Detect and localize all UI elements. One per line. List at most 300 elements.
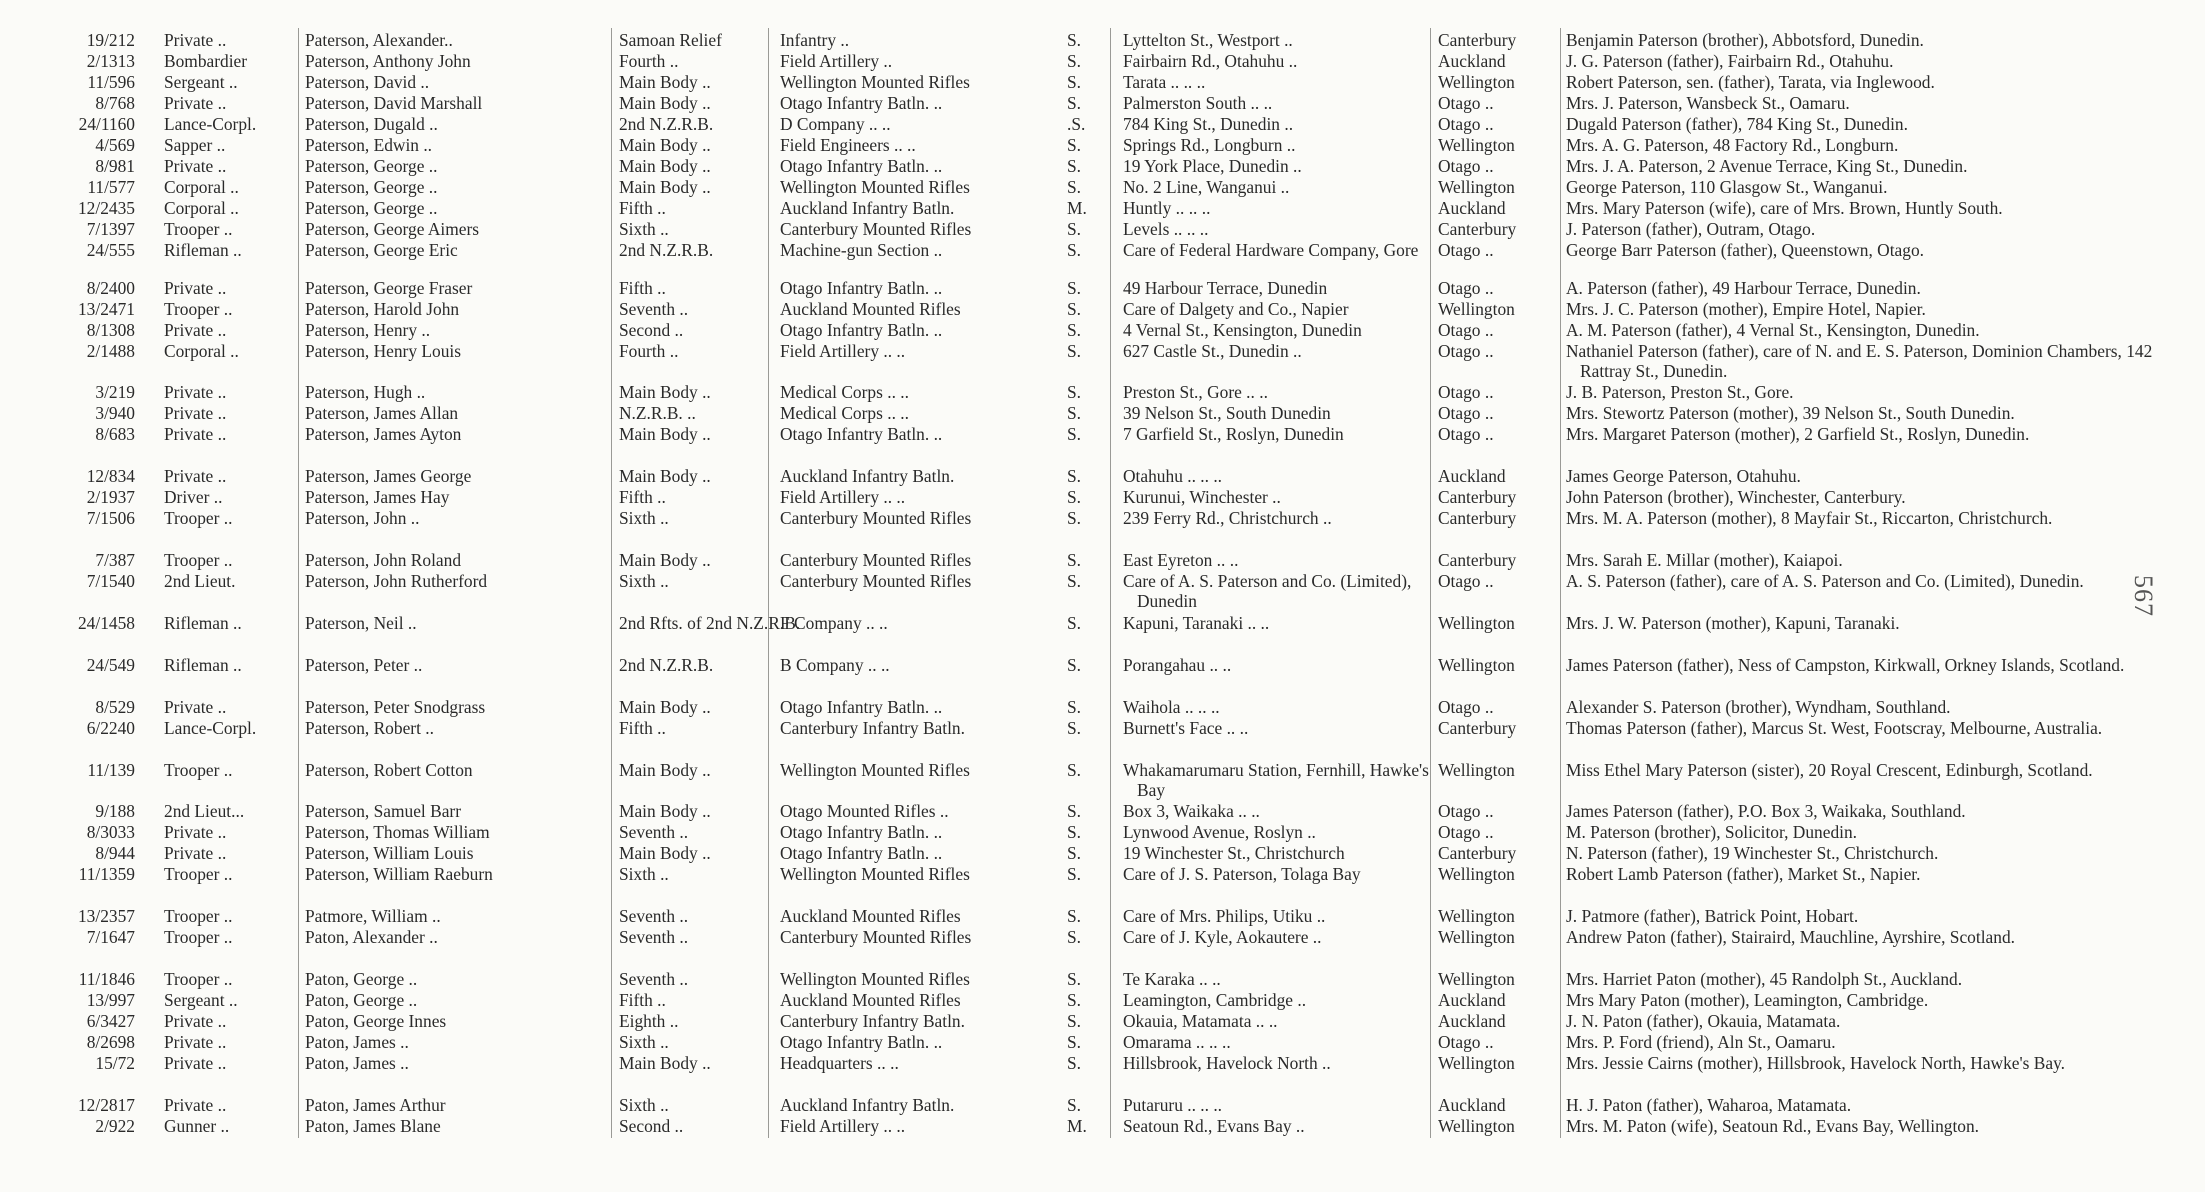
cell-unit: Main Body ..: [619, 697, 711, 717]
cell-name: Paterson, Neil ..: [305, 613, 417, 633]
cell-addr: Te Karaka .. ..: [1123, 969, 1221, 989]
cell-kin: George Barr Paterson (father), Queenstown, Otago.: [1566, 240, 1925, 260]
cell-ms: S.: [1067, 906, 1082, 926]
cell-dist: Wellington: [1438, 1053, 1515, 1073]
cell-num: 12/2435: [77, 198, 135, 218]
cell-ms: S.: [1067, 1011, 1082, 1031]
cell-dist: Wellington: [1438, 177, 1515, 197]
table-row: [0, 864, 2205, 904]
cell-name: Paterson, Edwin ..: [305, 135, 433, 155]
cell-ms: S.: [1067, 219, 1082, 239]
cell-addr: Kurunui, Winchester ..: [1123, 487, 1281, 507]
cell-ms: S.: [1067, 299, 1082, 319]
cell-name: Paterson, James Hay: [305, 487, 450, 507]
cell-kin: N. Paterson (father), 19 Winchester St., Christchurch.: [1566, 843, 1939, 863]
cell-corps: F Company .. ..: [780, 613, 888, 633]
cell-num: 8/2698: [86, 1032, 135, 1052]
cell-ms: S.: [1067, 655, 1082, 675]
cell-kin: Mrs Mary Paton (mother), Leamington, Cambridge.: [1566, 990, 1929, 1010]
page-number: 567: [2129, 575, 2158, 617]
cell-name: Paterson, Hugh ..: [305, 382, 426, 402]
cell-dist: Canterbury: [1438, 30, 1517, 50]
cell-addr: Kapuni, Taranaki .. ..: [1123, 613, 1270, 633]
cell-unit: Main Body ..: [619, 135, 711, 155]
cell-corps: Machine-gun Section ..: [780, 240, 943, 260]
cell-corps: Auckland Infantry Batln.: [780, 466, 955, 486]
cell-kin: M. Paterson (brother), Solicitor, Dunedin.: [1566, 822, 1858, 842]
cell-num: 6/3427: [86, 1011, 135, 1031]
cell-rank: Lance-Corpl.: [164, 718, 257, 738]
cell-dist: Otago ..: [1438, 278, 1494, 298]
cell-unit: Fifth ..: [619, 278, 666, 298]
cell-name: Paterson, David Marshall: [305, 93, 483, 113]
cell-unit: 2nd Rfts. of 2nd N.Z.R.B.: [619, 613, 801, 633]
cell-name: Paterson, Alexander..: [305, 30, 453, 50]
cell-addr: 784 King St., Dunedin ..: [1123, 114, 1294, 134]
cell-addr: 7 Garfield St., Roslyn, Dunedin: [1123, 424, 1344, 444]
cell-num: 13/997: [86, 990, 135, 1010]
table-row: [0, 424, 2205, 464]
cell-rank: Private ..: [164, 93, 227, 113]
cell-dist: Wellington: [1438, 906, 1515, 926]
cell-num: 8/529: [95, 697, 135, 717]
cell-addr: Lyttelton St., Westport ..: [1123, 30, 1293, 50]
cell-unit: 2nd N.Z.R.B.: [619, 240, 714, 260]
cell-corps: Canterbury Mounted Rifles: [780, 508, 972, 528]
cell-ms: S.: [1067, 177, 1082, 197]
cell-addr: 39 Nelson St., South Dunedin: [1123, 403, 1331, 423]
cell-kin: James Paterson (father), Ness of Campston, Kirkwall, Orkney Islands, Scotland.: [1566, 655, 2125, 675]
cell-corps: Wellington Mounted Rifles: [780, 864, 970, 884]
cell-addr: Otahuhu .. .. ..: [1123, 466, 1223, 486]
cell-unit: Main Body ..: [619, 466, 711, 486]
cell-ms: S.: [1067, 697, 1082, 717]
cell-dist: Auckland: [1438, 1095, 1506, 1115]
cell-unit: Samoan Relief: [619, 30, 722, 50]
cell-corps: Auckland Mounted Rifles: [780, 299, 961, 319]
cell-rank: Corporal ..: [164, 198, 239, 218]
cell-num: 11/1359: [78, 864, 135, 884]
cell-ms: S.: [1067, 508, 1082, 528]
cell-addr: Box 3, Waikaka .. ..: [1123, 801, 1260, 821]
cell-rank: Sergeant ..: [164, 72, 238, 92]
cell-name: Paterson, James George: [305, 466, 472, 486]
cell-unit: Main Body ..: [619, 382, 711, 402]
cell-dist: Wellington: [1438, 760, 1515, 780]
table-row: [0, 1053, 2205, 1093]
cell-name: Patmore, William ..: [305, 906, 441, 926]
cell-unit: Main Body ..: [619, 156, 711, 176]
cell-kin: Mrs. M. A. Paterson (mother), 8 Mayfair St., Riccarton, Christchurch.: [1566, 508, 2053, 528]
cell-rank: Rifleman ..: [164, 240, 242, 260]
cell-corps: Wellington Mounted Rifles: [780, 760, 970, 780]
cell-dist: Otago ..: [1438, 93, 1494, 113]
table-row: [0, 1116, 2205, 1156]
cell-rank: Corporal ..: [164, 177, 239, 197]
table-row: [0, 613, 2205, 653]
cell-addr: Care of J. S. Paterson, Tolaga Bay: [1123, 864, 1361, 884]
cell-num: 8/3033: [86, 822, 135, 842]
cell-corps: Canterbury Mounted Rifles: [780, 219, 972, 239]
cell-corps: Otago Infantry Batln. ..: [780, 697, 943, 717]
cell-ms: S.: [1067, 613, 1082, 633]
cell-ms: S.: [1067, 760, 1082, 780]
cell-ms: S.: [1067, 424, 1082, 444]
cell-rank: Private ..: [164, 697, 227, 717]
cell-corps: Otago Infantry Batln. ..: [780, 843, 943, 863]
cell-kin: Mrs. Mary Paterson (wife), care of Mrs. Brown, Huntly South.: [1566, 198, 2003, 218]
table-row: [0, 927, 2205, 967]
cell-unit: Seventh ..: [619, 299, 689, 319]
cell-rank: Private ..: [164, 424, 227, 444]
cell-corps: Otago Mounted Rifles ..: [780, 801, 949, 821]
cell-num: 8/2400: [86, 278, 135, 298]
cell-num: 8/768: [95, 93, 135, 113]
cell-name: Paterson, Samuel Barr: [305, 801, 461, 821]
cell-ms: S.: [1067, 93, 1082, 113]
cell-unit: 2nd N.Z.R.B.: [619, 114, 714, 134]
cell-kin: Nathaniel Paterson (father), care of N. and E. S. Paterson, Dominion Chambers, 142 Rattray St., Dunedin.: [1566, 341, 2153, 381]
cell-unit: Sixth ..: [619, 864, 669, 884]
cell-addr: Hillsbrook, Havelock North ..: [1123, 1053, 1331, 1073]
cell-dist: Wellington: [1438, 1116, 1515, 1136]
cell-num: 24/555: [86, 240, 135, 260]
cell-kin: Mrs. Margaret Paterson (mother), 2 Garfield St., Roslyn, Dunedin.: [1566, 424, 2030, 444]
cell-ms: S.: [1067, 240, 1082, 260]
cell-unit: Sixth ..: [619, 219, 669, 239]
cell-unit: Second ..: [619, 320, 684, 340]
cell-num: 12/834: [86, 466, 135, 486]
table-row: [0, 760, 2205, 800]
cell-corps: Otago Infantry Batln. ..: [780, 822, 943, 842]
cell-rank: Private ..: [164, 278, 227, 298]
cell-addr: 239 Ferry Rd., Christchurch ..: [1123, 508, 1332, 528]
cell-rank: Lance-Corpl.: [164, 114, 257, 134]
cell-addr: Care of A. S. Paterson and Co. (Limited), Dunedin: [1123, 571, 1412, 611]
cell-rank: Private ..: [164, 843, 227, 863]
cell-name: Paterson, Robert Cotton: [305, 760, 473, 780]
cell-rank: Private ..: [164, 1095, 227, 1115]
cell-kin: Mrs. A. G. Paterson, 48 Factory Rd., Longburn.: [1566, 135, 1899, 155]
cell-ms: S.: [1067, 51, 1082, 71]
cell-rank: Private ..: [164, 1032, 227, 1052]
cell-addr: Seatoun Rd., Evans Bay ..: [1123, 1116, 1305, 1136]
cell-kin: James George Paterson, Otahuhu.: [1566, 466, 1801, 486]
cell-kin: J. Patmore (father), Batrick Point, Hobart.: [1566, 906, 1859, 926]
cell-corps: Auckland Mounted Rifles: [780, 906, 961, 926]
cell-num: 2/922: [95, 1116, 135, 1136]
cell-rank: 2nd Lieut.: [164, 571, 236, 591]
table-row: [0, 341, 2205, 381]
cell-name: Paton, George ..: [305, 969, 418, 989]
cell-corps: Auckland Infantry Batln.: [780, 1095, 955, 1115]
cell-addr: Burnett's Face .. ..: [1123, 718, 1249, 738]
cell-rank: Gunner ..: [164, 1116, 230, 1136]
cell-num: 11/577: [87, 177, 135, 197]
cell-kin: Alexander S. Paterson (brother), Wyndham, Southland.: [1566, 697, 1951, 717]
cell-addr: Tarata .. .. ..: [1123, 72, 1206, 92]
cell-unit: Seventh ..: [619, 927, 689, 947]
cell-name: Paterson, David ..: [305, 72, 430, 92]
cell-corps: Otago Infantry Batln. ..: [780, 320, 943, 340]
cell-num: 2/1488: [86, 341, 135, 361]
cell-rank: Trooper ..: [164, 906, 233, 926]
cell-num: 11/1846: [78, 969, 135, 989]
cell-ms: S.: [1067, 278, 1082, 298]
cell-name: Paterson, Thomas William: [305, 822, 490, 842]
cell-num: 8/981: [95, 156, 135, 176]
cell-addr: Waihola .. .. ..: [1123, 697, 1220, 717]
cell-addr: Omarama .. .. ..: [1123, 1032, 1231, 1052]
cell-dist: Otago ..: [1438, 382, 1494, 402]
cell-rank: Trooper ..: [164, 508, 233, 528]
cell-dist: Canterbury: [1438, 843, 1517, 863]
cell-addr: Care of J. Kyle, Aokautere ..: [1123, 927, 1322, 947]
cell-num: 8/683: [95, 424, 135, 444]
cell-corps: Wellington Mounted Rifles: [780, 72, 970, 92]
cell-name: Paterson, Peter Snodgrass: [305, 697, 486, 717]
cell-kin: J. Paterson (father), Outram, Otago.: [1566, 219, 1816, 239]
cell-corps: Otago Infantry Batln. ..: [780, 1032, 943, 1052]
cell-kin: A. Paterson (father), 49 Harbour Terrace, Dunedin.: [1566, 278, 1921, 298]
cell-unit: Main Body ..: [619, 760, 711, 780]
cell-dist: Otago ..: [1438, 571, 1494, 591]
cell-num: 6/2240: [86, 718, 135, 738]
cell-rank: Trooper ..: [164, 550, 233, 570]
cell-addr: Levels .. .. ..: [1123, 219, 1209, 239]
cell-name: Paterson, Henry ..: [305, 320, 431, 340]
cell-kin: Benjamin Paterson (brother), Abbotsford, Dunedin.: [1566, 30, 1924, 50]
cell-unit: Main Body ..: [619, 843, 711, 863]
cell-kin: J. B. Paterson, Preston St., Gore.: [1566, 382, 1794, 402]
cell-unit: 2nd N.Z.R.B.: [619, 655, 714, 675]
cell-rank: Bombardier: [164, 51, 248, 71]
cell-dist: Canterbury: [1438, 487, 1517, 507]
cell-dist: Otago ..: [1438, 156, 1494, 176]
cell-rank: Private ..: [164, 1053, 227, 1073]
cell-ms: .S.: [1067, 114, 1086, 134]
cell-rank: Trooper ..: [164, 864, 233, 884]
cell-rank: Corporal ..: [164, 341, 239, 361]
cell-dist: Otago ..: [1438, 320, 1494, 340]
cell-name: Paterson, Robert ..: [305, 718, 434, 738]
cell-kin: Mrs. P. Ford (friend), Aln St., Oamaru.: [1566, 1032, 1836, 1052]
cell-rank: Rifleman ..: [164, 613, 242, 633]
cell-addr: Huntly .. .. ..: [1123, 198, 1211, 218]
cell-kin: Mrs. M. Paton (wife), Seatoun Rd., Evans Bay, Wellington.: [1566, 1116, 1980, 1136]
cell-unit: Main Body ..: [619, 93, 711, 113]
cell-dist: Canterbury: [1438, 718, 1517, 738]
cell-addr: 19 York Place, Dunedin ..: [1123, 156, 1302, 176]
cell-ms: S.: [1067, 403, 1082, 423]
cell-ms: M.: [1067, 1116, 1087, 1136]
cell-rank: Private ..: [164, 382, 227, 402]
cell-dist: Otago ..: [1438, 341, 1494, 361]
cell-ms: S.: [1067, 990, 1082, 1010]
cell-rank: Trooper ..: [164, 219, 233, 239]
cell-name: Paton, Alexander ..: [305, 927, 438, 947]
cell-kin: J. G. Paterson (father), Fairbairn Rd., Otahuhu.: [1566, 51, 1894, 71]
table-row: [0, 655, 2205, 695]
cell-dist: Wellington: [1438, 864, 1515, 884]
cell-ms: S.: [1067, 156, 1082, 176]
cell-num: 13/2357: [77, 906, 135, 926]
cell-addr: 627 Castle St., Dunedin ..: [1123, 341, 1302, 361]
cell-addr: 4 Vernal St., Kensington, Dunedin: [1123, 320, 1362, 340]
cell-kin: John Paterson (brother), Winchester, Canterbury.: [1566, 487, 1906, 507]
cell-rank: Private ..: [164, 403, 227, 423]
cell-unit: Main Body ..: [619, 72, 711, 92]
cell-kin: A. S. Paterson (father), care of A. S. Paterson and Co. (Limited), Dunedin.: [1566, 571, 2084, 591]
cell-name: Paterson, William Louis: [305, 843, 474, 863]
cell-unit: Fifth ..: [619, 990, 666, 1010]
cell-dist: Otago ..: [1438, 697, 1494, 717]
cell-unit: Sixth ..: [619, 571, 669, 591]
cell-num: 15/72: [95, 1053, 135, 1073]
cell-addr: Okauia, Matamata .. ..: [1123, 1011, 1278, 1031]
cell-num: 7/387: [95, 550, 135, 570]
cell-kin: Mrs. J. Paterson, Wansbeck St., Oamaru.: [1566, 93, 1850, 113]
cell-ms: S.: [1067, 341, 1082, 361]
cell-dist: Wellington: [1438, 927, 1515, 947]
cell-corps: Medical Corps .. ..: [780, 403, 909, 423]
cell-name: Paterson, John ..: [305, 508, 420, 528]
cell-corps: Canterbury Mounted Rifles: [780, 927, 972, 947]
cell-unit: Seventh ..: [619, 822, 689, 842]
cell-name: Paton, James ..: [305, 1053, 409, 1073]
cell-dist: Wellington: [1438, 72, 1515, 92]
cell-dist: Auckland: [1438, 990, 1506, 1010]
cell-kin: Mrs. Jessie Cairns (mother), Hillsbrook, Havelock North, Hawke's Bay.: [1566, 1053, 2065, 1073]
cell-name: Paterson, George Eric: [305, 240, 458, 260]
cell-addr: Fairbairn Rd., Otahuhu ..: [1123, 51, 1298, 71]
cell-name: Paterson, George ..: [305, 177, 438, 197]
cell-rank: Driver ..: [164, 487, 223, 507]
cell-num: 3/940: [95, 403, 135, 423]
cell-unit: Fourth ..: [619, 341, 679, 361]
cell-name: Paterson, Peter ..: [305, 655, 423, 675]
cell-name: Paterson, John Rutherford: [305, 571, 488, 591]
cell-kin: Andrew Paton (father), Stairaird, Mauchline, Ayrshire, Scotland.: [1566, 927, 2015, 947]
cell-corps: Field Engineers .. ..: [780, 135, 916, 155]
cell-corps: Headquarters .. ..: [780, 1053, 899, 1073]
cell-num: 13/2471: [77, 299, 135, 319]
cell-corps: Field Artillery ..: [780, 51, 893, 71]
table-row: [0, 718, 2205, 758]
cell-kin: James Paterson (father), P.O. Box 3, Waikaka, Southland.: [1566, 801, 1966, 821]
cell-num: 19/212: [86, 30, 135, 50]
cell-kin: J. N. Paton (father), Okauia, Matamata.: [1566, 1011, 1841, 1031]
cell-corps: Medical Corps .. ..: [780, 382, 909, 402]
cell-unit: Seventh ..: [619, 906, 689, 926]
cell-addr: Palmerston South .. ..: [1123, 93, 1273, 113]
cell-dist: Canterbury: [1438, 508, 1517, 528]
cell-kin: H. J. Paton (father), Waharoa, Matamata.: [1566, 1095, 1852, 1115]
cell-num: 7/1397: [86, 219, 135, 239]
cell-name: Paterson, Henry Louis: [305, 341, 462, 361]
cell-dist: Wellington: [1438, 299, 1515, 319]
cell-ms: S.: [1067, 466, 1082, 486]
cell-rank: Trooper ..: [164, 969, 233, 989]
cell-kin: Miss Ethel Mary Paterson (sister), 20 Royal Crescent, Edinburgh, Scotland.: [1566, 760, 2093, 780]
cell-rank: Private ..: [164, 822, 227, 842]
cell-dist: Wellington: [1438, 655, 1515, 675]
cell-kin: George Paterson, 110 Glasgow St., Wanganui.: [1566, 177, 1888, 197]
cell-ms: S.: [1067, 30, 1082, 50]
cell-rank: Private ..: [164, 466, 227, 486]
cell-num: 7/1647: [86, 927, 135, 947]
cell-ms: M.: [1067, 198, 1087, 218]
cell-num: 11/596: [87, 72, 135, 92]
cell-corps: Wellington Mounted Rifles: [780, 969, 970, 989]
cell-dist: Wellington: [1438, 613, 1515, 633]
cell-ms: S.: [1067, 72, 1082, 92]
cell-addr: Preston St., Gore .. ..: [1123, 382, 1268, 402]
cell-kin: Robert Lamb Paterson (father), Market St., Napier.: [1566, 864, 1921, 884]
cell-corps: Canterbury Infantry Batln.: [780, 718, 965, 738]
cell-corps: Field Artillery .. ..: [780, 487, 906, 507]
cell-dist: Wellington: [1438, 969, 1515, 989]
cell-dist: Auckland: [1438, 51, 1506, 71]
cell-corps: Field Artillery .. ..: [780, 1116, 906, 1136]
cell-rank: Sapper ..: [164, 135, 226, 155]
cell-unit: Main Body ..: [619, 424, 711, 444]
cell-addr: Springs Rd., Longburn ..: [1123, 135, 1296, 155]
cell-ms: S.: [1067, 801, 1082, 821]
cell-ms: S.: [1067, 864, 1082, 884]
cell-name: Paterson, Harold John: [305, 299, 460, 319]
cell-num: 8/1308: [86, 320, 135, 340]
cell-rank: Sergeant ..: [164, 990, 238, 1010]
cell-ms: S.: [1067, 571, 1082, 591]
cell-kin: Mrs. J. A. Paterson, 2 Avenue Terrace, King St., Dunedin.: [1566, 156, 1968, 176]
table-row: [0, 571, 2205, 611]
cell-name: Paterson, James Allan: [305, 403, 459, 423]
cell-name: Paterson, William Raeburn: [305, 864, 493, 884]
cell-name: Paton, James ..: [305, 1032, 409, 1052]
cell-unit: Fifth ..: [619, 487, 666, 507]
cell-ms: S.: [1067, 969, 1082, 989]
cell-num: 24/549: [86, 655, 135, 675]
cell-num: 24/1458: [77, 613, 135, 633]
cell-addr: Care of Mrs. Philips, Utiku ..: [1123, 906, 1326, 926]
cell-ms: S.: [1067, 320, 1082, 340]
cell-corps: D Company .. ..: [780, 114, 891, 134]
cell-dist: Auckland: [1438, 198, 1506, 218]
cell-ms: S.: [1067, 843, 1082, 863]
cell-name: Paterson, George ..: [305, 198, 438, 218]
cell-ms: S.: [1067, 1032, 1082, 1052]
cell-name: Paton, George ..: [305, 990, 418, 1010]
cell-rank: Trooper ..: [164, 299, 233, 319]
cell-rank: Private ..: [164, 156, 227, 176]
cell-ms: S.: [1067, 1095, 1082, 1115]
cell-addr: Whakamarumaru Station, Fernhill, Hawke's Bay: [1123, 760, 1429, 800]
cell-unit: Sixth ..: [619, 508, 669, 528]
cell-addr: 49 Harbour Terrace, Dunedin: [1123, 278, 1328, 298]
cell-rank: Trooper ..: [164, 760, 233, 780]
cell-kin: Thomas Paterson (father), Marcus St. West, Footscray, Melbourne, Australia.: [1566, 718, 2103, 738]
cell-dist: Otago ..: [1438, 240, 1494, 260]
cell-ms: S.: [1067, 550, 1082, 570]
table-row: [0, 240, 2205, 280]
cell-rank: Rifleman ..: [164, 655, 242, 675]
cell-num: 2/1313: [86, 51, 135, 71]
cell-unit: Eighth ..: [619, 1011, 679, 1031]
cell-addr: Porangahau .. ..: [1123, 655, 1232, 675]
cell-name: Paton, James Blane: [305, 1116, 441, 1136]
cell-dist: Otago ..: [1438, 801, 1494, 821]
